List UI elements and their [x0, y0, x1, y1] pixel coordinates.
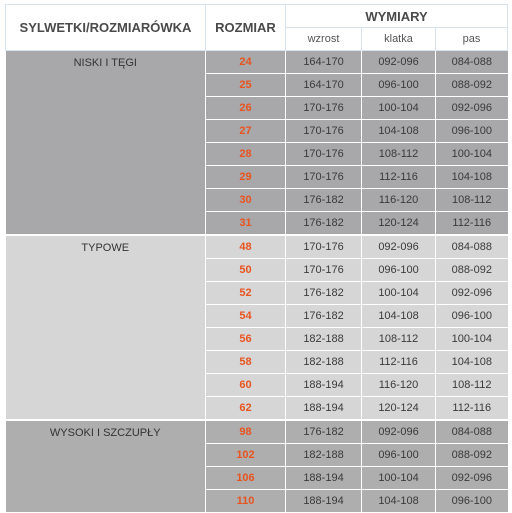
- silhouette-name: TYPOWE: [6, 235, 206, 420]
- klatka-cell: 092-096: [362, 235, 436, 259]
- header-pas: pas: [436, 28, 508, 51]
- klatka-cell: 100-104: [362, 97, 436, 120]
- pas-cell: 092-096: [436, 282, 508, 305]
- klatka-cell: 092-096: [362, 51, 436, 74]
- wzrost-cell: 164-170: [286, 74, 362, 97]
- pas-cell: 096-100: [436, 305, 508, 328]
- size-cell: 28: [206, 143, 286, 166]
- size-cell: 30: [206, 189, 286, 212]
- pas-cell: 100-104: [436, 328, 508, 351]
- klatka-cell: 116-120: [362, 374, 436, 397]
- wzrost-cell: 188-194: [286, 397, 362, 421]
- table-row: [6, 51, 508, 74]
- size-cell: 25: [206, 74, 286, 97]
- header-wzrost: wzrost: [286, 28, 362, 51]
- pas-cell: 100-104: [436, 143, 508, 166]
- wzrost-cell: 170-176: [286, 120, 362, 143]
- size-cell: 98: [206, 420, 286, 444]
- wzrost-cell: 176-182: [286, 189, 362, 212]
- klatka-cell: 116-120: [362, 189, 436, 212]
- pas-cell: 084-088: [436, 51, 508, 74]
- size-cell: 102: [206, 444, 286, 467]
- wzrost-cell: 176-182: [286, 305, 362, 328]
- klatka-cell: 104-108: [362, 305, 436, 328]
- header-klatka: klatka: [362, 28, 436, 51]
- header-wymiary: WYMIARY: [286, 5, 508, 28]
- size-cell: 106: [206, 467, 286, 490]
- wzrost-cell: 188-194: [286, 374, 362, 397]
- pas-cell: 088-092: [436, 259, 508, 282]
- klatka-cell: 112-116: [362, 166, 436, 189]
- size-cell: 24: [206, 51, 286, 74]
- wzrost-cell: 164-170: [286, 51, 362, 74]
- pas-cell: 092-096: [436, 467, 508, 490]
- size-cell: 29: [206, 166, 286, 189]
- wzrost-cell: 176-182: [286, 420, 362, 444]
- pas-cell: 088-092: [436, 74, 508, 97]
- wzrost-cell: 182-188: [286, 444, 362, 467]
- wzrost-cell: 182-188: [286, 351, 362, 374]
- klatka-cell: 096-100: [362, 444, 436, 467]
- wzrost-cell: 188-194: [286, 467, 362, 490]
- header-rozmiar: ROZMIAR: [206, 5, 286, 51]
- klatka-cell: 092-096: [362, 420, 436, 444]
- table-row: [6, 235, 508, 259]
- klatka-cell: 100-104: [362, 282, 436, 305]
- pas-cell: 096-100: [436, 120, 508, 143]
- pas-cell: 088-092: [436, 444, 508, 467]
- klatka-cell: 108-112: [362, 143, 436, 166]
- wzrost-cell: 170-176: [286, 235, 362, 259]
- pas-cell: 112-116: [436, 397, 508, 421]
- pas-cell: 084-088: [436, 420, 508, 444]
- wzrost-cell: 176-182: [286, 212, 362, 236]
- wzrost-cell: 170-176: [286, 143, 362, 166]
- wzrost-cell: 188-194: [286, 490, 362, 513]
- wzrost-cell: 170-176: [286, 97, 362, 120]
- pas-cell: 104-108: [436, 166, 508, 189]
- size-cell: 52: [206, 282, 286, 305]
- silhouette-name: NISKI I TĘGI: [6, 51, 206, 236]
- table-row: [6, 420, 508, 444]
- klatka-cell: 120-124: [362, 212, 436, 236]
- size-cell: 58: [206, 351, 286, 374]
- pas-cell: 092-096: [436, 97, 508, 120]
- size-table: [5, 4, 508, 513]
- klatka-cell: 100-104: [362, 467, 436, 490]
- pas-cell: 108-112: [436, 374, 508, 397]
- pas-cell: 084-088: [436, 235, 508, 259]
- wzrost-cell: 182-188: [286, 328, 362, 351]
- wzrost-cell: 176-182: [286, 282, 362, 305]
- size-cell: 48: [206, 235, 286, 259]
- wzrost-cell: 170-176: [286, 166, 362, 189]
- wzrost-cell: 170-176: [286, 259, 362, 282]
- size-cell: 56: [206, 328, 286, 351]
- pas-cell: 104-108: [436, 351, 508, 374]
- size-table-body: [6, 51, 508, 513]
- klatka-cell: 096-100: [362, 74, 436, 97]
- klatka-cell: 104-108: [362, 120, 436, 143]
- size-cell: 50: [206, 259, 286, 282]
- klatka-cell: 104-108: [362, 490, 436, 513]
- size-cell: 60: [206, 374, 286, 397]
- header-sylwetki: SYLWETKI/ROZMIARÓWKA: [6, 5, 206, 51]
- klatka-cell: 120-124: [362, 397, 436, 421]
- silhouette-name: WYSOKI I SZCZUPŁY: [6, 420, 206, 513]
- pas-cell: 108-112: [436, 189, 508, 212]
- pas-cell: 096-100: [436, 490, 508, 513]
- klatka-cell: 096-100: [362, 259, 436, 282]
- size-cell: 54: [206, 305, 286, 328]
- pas-cell: 112-116: [436, 212, 508, 236]
- size-cell: 27: [206, 120, 286, 143]
- size-chart: [5, 4, 507, 513]
- size-cell: 26: [206, 97, 286, 120]
- size-cell: 62: [206, 397, 286, 421]
- klatka-cell: 108-112: [362, 328, 436, 351]
- size-cell: 31: [206, 212, 286, 236]
- size-cell: 110: [206, 490, 286, 513]
- klatka-cell: 112-116: [362, 351, 436, 374]
